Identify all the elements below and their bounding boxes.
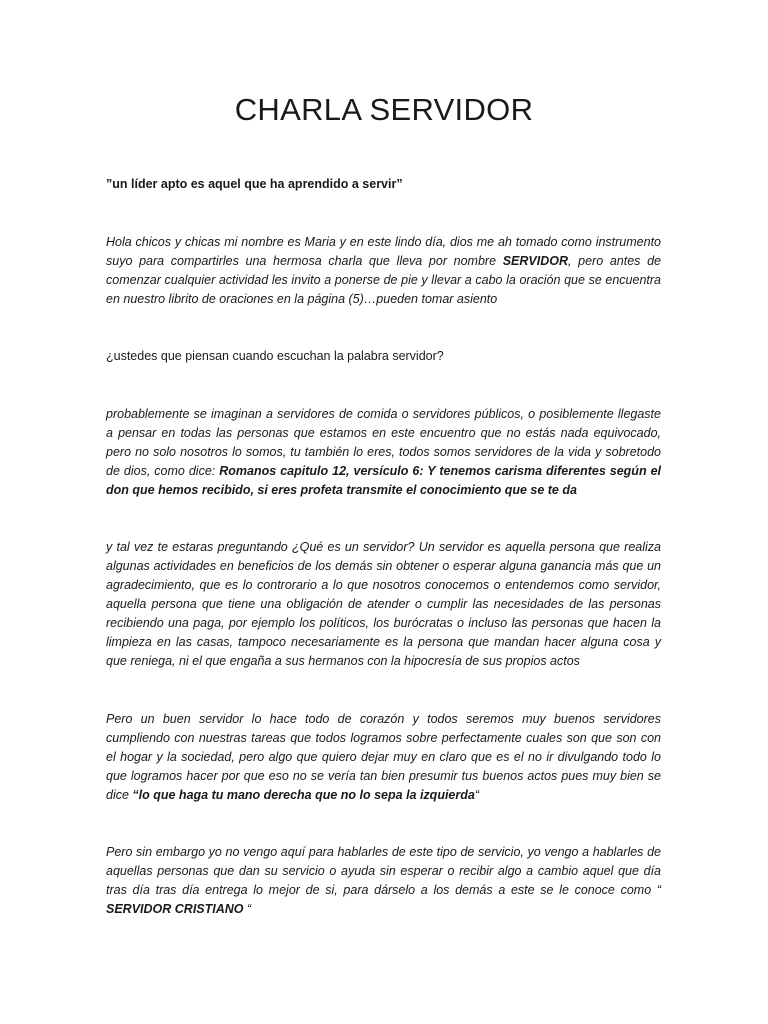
closing-quote-mark-2: “	[243, 902, 252, 916]
paragraph-good-servant	[106, 710, 661, 805]
right-hand-saying: “lo que haga tu mano derecha que no lo sepa la izquierda	[132, 788, 475, 802]
paragraph-introduction-text-end: , pero antes de comenzar cualquier actividad les invito a ponerse de pie y llevar a cabo la oración que se encuentra en nuestro librito de oraciones en la página (5)…pueden tomar asiento	[106, 254, 661, 306]
document-title: CHARLA SERVIDOR	[234, 92, 534, 127]
paragraph-servants-text: probablemente se imaginan a servidores de comida o servidores públicos, o posiblemente llegaste a pensar en todas las personas que estamos en este encuentro que no estás nada equivocado, pero no solo nosotros lo somos, tu también lo eres, todos somos servidores de la vida y sobretodo de dios, como dice:	[106, 407, 661, 478]
paragraph-servants	[106, 405, 661, 500]
paragraph-introduction	[106, 233, 661, 309]
servidor-emphasis: SERVIDOR	[502, 254, 569, 268]
paragraph-good-servant-text: Pero un buen servidor lo hace todo de corazón y todos seremos muy buenos servidores cumpliendo con nuestras tareas que todos logramos sobre perfectamente cuales son que son con el hogar y la sociedad, pero algo que quiero dejar muy en claro que es el no ir divulgando todo lo que logramos hacer por que eso no se vería tan bien presumir tus buenos actos pues muy bien se dice	[106, 712, 661, 802]
paragraph-christian-servant-text: Pero sin embargo yo no vengo aquí para hablarles de este tipo de servicio, yo vengo a hablarles de aquellas personas que dan su servicio o ayuda sin esperar o recibir algo a cambio aquel que día tras día tras día entrega lo mejor de si, para dárselo a los demás a este se le conoce como “	[106, 845, 661, 897]
closing-quote-mark: “	[474, 788, 480, 802]
paragraph-christian-servant	[106, 843, 661, 919]
paragraph-definition: y tal vez te estaras preguntando ¿Qué es un servidor? Un servidor es aquella persona que realiza algunas actividades en beneficios de los demás sin obtener o esperar alguna ganancia más que un agradecimiento, que es lo controrario a lo que nosotros conocemos o entendemos como servidor, aquella persona que tiene una obligación de atender o cumplir las necesidades de las personas recibiendo una paga, por ejemplo los políticos, los burócratas o incluso las personas que hacen la limpieza en las casas, tampoco necesariamente es la persona que mandan hacer alguna cosa y que reniega, ni el que engaña a sus hermanos con la hipocresía de sus propios actos	[106, 540, 661, 668]
romans-citation: Romanos capitulo 12, versículo 6: Y tenemos carisma diferentes según el don que hemos recibido, si eres profeta transmite el conocimiento que se te da	[106, 464, 661, 497]
paragraph-introduction-text: Hola chicos y chicas mi nombre es Maria y en este lindo día, dios me ah tomado como instrumento suyo para compartirles una hermosa charla que lleva por nombre	[106, 235, 661, 268]
paragraph-question: ¿ustedes que piensan cuando escuchan la palabra servidor?	[106, 349, 444, 363]
opening-quote: ”un líder apto es aquel que ha aprendido a servir”	[106, 177, 403, 191]
servidor-cristiano-emphasis: SERVIDOR CRISTIANO	[106, 902, 244, 916]
